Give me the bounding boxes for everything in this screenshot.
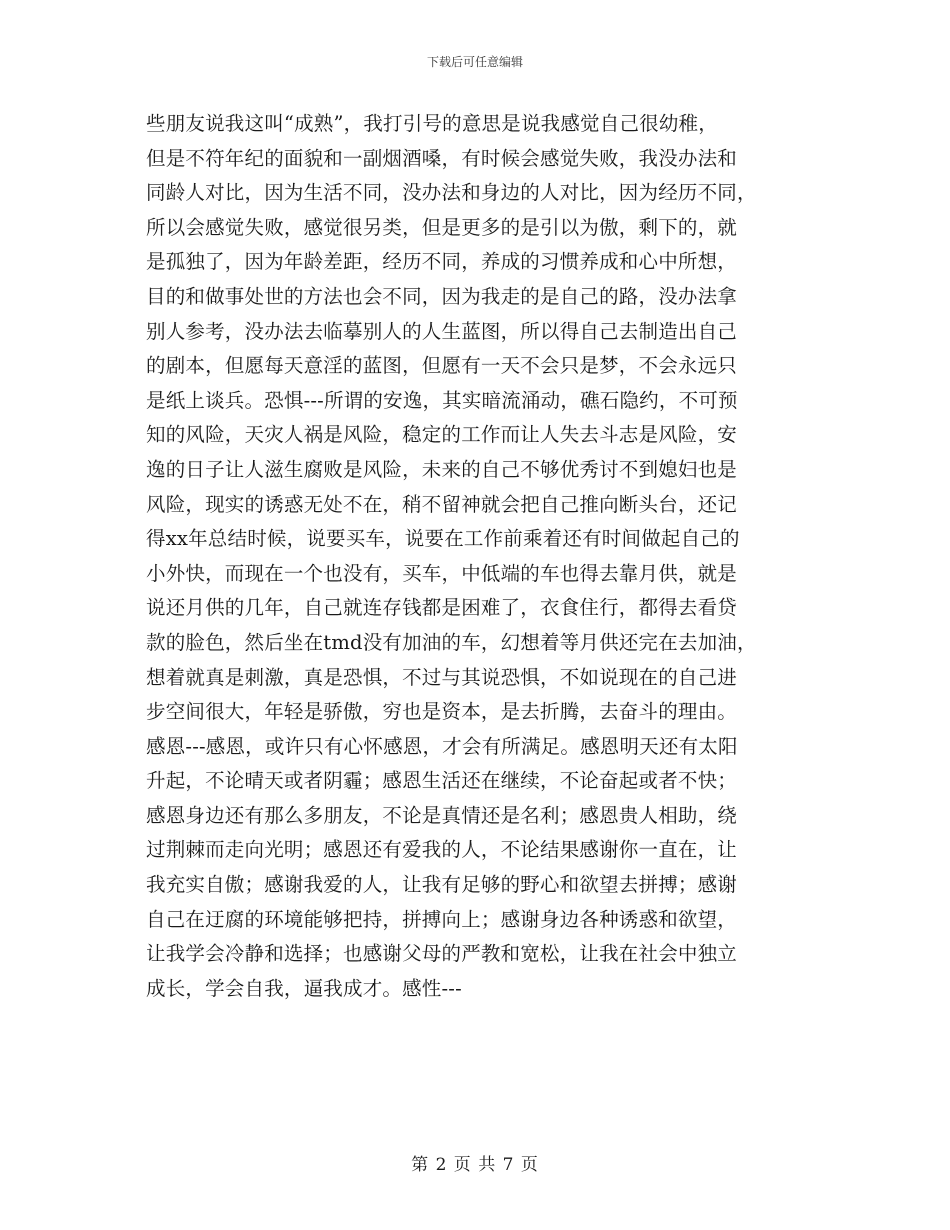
text-line: 过荆棘而走向光明；感恩还有爱我的人，不论结果感谢你一直在，让 (146, 838, 738, 862)
text-line: 小外快，而现在一个也没有，买车，中低端的车也得去靠月供，就是 (146, 561, 738, 585)
text-line: 感恩身边还有那么多朋友，不论是真情还是名利；感恩贵人相助，绕 (146, 803, 738, 827)
text-line: 目的和做事处世的方法也会不同，因为我走的是自己的路，没办法拿 (146, 284, 738, 308)
text-line: 升起，不论晴天或者阴霾；感恩生活还在继续，不论奋起或者不快； (146, 769, 738, 793)
text-line: 风险，现实的诱惑无处不在，稍不留神就会把自己推向断头台，还记 (146, 492, 738, 516)
text-line: 但是不符年纪的面貌和一副烟酒嗓，有时候会感觉失败，我没办法和 (146, 146, 738, 170)
text-line: 同龄人对比，因为生活不同，没办法和身边的人对比，因为经历不同， (146, 181, 757, 205)
text-line: 是孤独了，因为年龄差距，经历不同，养成的习惯养成和心中所想， (146, 250, 738, 274)
text-line: 得xx年总结时候，说要买车，说要在工作前乘着还有时间做起自己的 (146, 527, 740, 551)
document-body (146, 107, 826, 1006)
text-line: 想着就真是刺激，真是恐惧，不过与其说恐惧，不如说现在的自己进 (146, 665, 738, 689)
text-line: 感恩---感恩，或许只有心怀感恩，才会有所满足。感恩明天还有太阳 (146, 734, 738, 758)
text-line: 所以会感觉失败，感觉很另类，但是更多的是引以为傲，剩下的，就 (146, 215, 738, 239)
text-line: 是纸上谈兵。恐惧---所谓的安逸，其实暗流涌动，礁石隐约，不可预 (146, 388, 738, 412)
text-line: 些朋友说我这叫“成熟”，我打引号的意思是说我感觉自己很幼稚， (146, 112, 718, 135)
text-line: 成长，学会自我，逼我成才。感性--- (146, 976, 462, 1000)
text-line: 知的风险，天灾人祸是风险，稳定的工作而让人失去斗志是风险，安 (146, 423, 738, 447)
text-line: 自己在迂腐的环境能够把持，拼搏向上；感谢身边各种诱惑和欲望， (146, 907, 738, 931)
text-line: 说还月供的几年，自己就连存钱都是困难了，衣食住行，都得去看贷 (146, 596, 738, 620)
page-header-note: 下载后可任意编辑 (426, 55, 523, 69)
text-line: 的剧本，但愿每天意淫的蓝图，但愿有一天不会只是梦，不会永远只 (146, 354, 738, 378)
text-line: 别人参考，没办法去临摹别人的人生蓝图，所以得自己去制造出自己 (146, 319, 738, 343)
text-line: 我充实自傲；感谢我爱的人，让我有足够的野心和欲望去拼搏；感谢 (146, 873, 738, 897)
text-line: 逸的日子让人滋生腐败是风险，未来的自己不够优秀讨不到媳妇也是 (146, 457, 738, 481)
text-line: 步空间很大，年轻是骄傲，穷也是资本，是去折腾，去奋斗的理由。 (146, 700, 738, 724)
text-line: 让我学会冷静和选择；也感谢父母的严教和宽松，让我在社会中独立 (146, 942, 738, 966)
text-line: 款的脸色，然后坐在tmd没有加油的车，幻想着等月供还完在去加油， (146, 630, 757, 654)
page-number-footer: 第 2 页 共 7 页 (411, 1155, 539, 1175)
